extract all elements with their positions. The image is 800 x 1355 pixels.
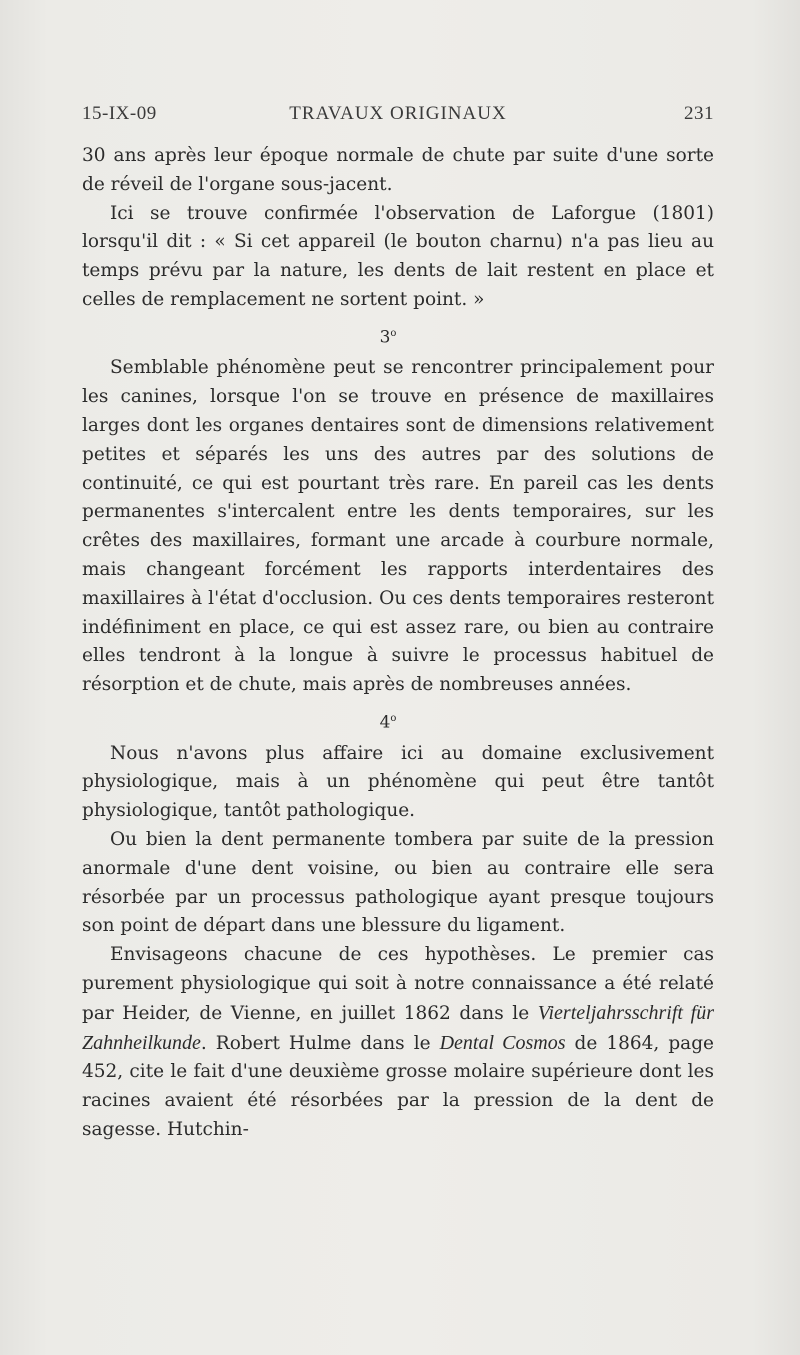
paragraph-6-part-a: Envisageons chacune de ces hypothèses. Le premier cas purement physiologique qui soit à notre connaissance a été relaté par Heider, de Vienne, en juillet 1862 dans le <box>82 944 714 1024</box>
journal-title-dental-cosmos: Dental Cosmos <box>439 1031 566 1054</box>
paragraph-6-part-c: de 1864, page 452, cite le fait d'une deuxième grosse molaire supérieure dont les racines avaient été résorbées par la pression de la dent de sagesse. Hutchin- <box>82 1032 714 1141</box>
page-number: 231 <box>684 103 714 124</box>
section-heading-3 <box>82 321 714 351</box>
paragraph-1: 30 ans après leur époque normale de chute par suite d'une sorte de réveil de l'organe sous-jacent. <box>82 145 714 195</box>
paragraph-6-part-b: . Robert Hulme dans le <box>200 1032 440 1054</box>
header-title: TRAVAUX ORIGINAUX <box>289 103 507 124</box>
section-4-number: 4 <box>379 712 391 733</box>
paragraph-4: Nous n'avons plus affaire ici au domaine exclusivement physiologique, mais à un phénomène qui peut être tantôt physiologique, tantôt pathologique. <box>82 742 714 822</box>
paragraph-2: Ici se trouve confirmée l'observation de Laforgue (1801) lorsqu'il dit : « Si cet appareil (le bouton charnu) n'a pas lieu au temps prévu par la nature, les dents de lait restent en place et celles de remplacement ne sortent point. » <box>82 202 714 310</box>
paragraph-3: Semblable phénomène peut se rencontrer principalement pour les canines, lorsque l'on se trouve en présence de maxillaires larges dont les organes dentaires sont de dimensions relativement petites et séparés les uns des autres par des solutions de continuité, ce qui est pourtant très rare. En pareil cas les dents permanentes s'intercalent entre les dents temporaires, sur les crêtes des maxillaires, formant une arcade à courbure normale, mais changeant forcément les rapports interdentaires des maxillaires à l'état d'occlusion. Ou ces dents temporaires resteront indéfiniment en place, ce qui est assez rare, ou bien au contraire elles tendront à la longue à suivre le processus habituel de résorption et de chute, mais après de nombreuses années. <box>82 357 714 696</box>
section-heading-4 <box>82 706 714 736</box>
header-date: 15-IX-09 <box>82 103 157 124</box>
paragraph-6 <box>82 941 714 1145</box>
section-3-degree: o <box>390 327 397 339</box>
running-head <box>82 103 714 127</box>
section-3-number: 3 <box>379 327 391 348</box>
section-4-degree: o <box>390 713 397 724</box>
body-text <box>82 142 714 1145</box>
paragraph-5: Ou bien la dent permanente tombera par suite de la pression anormale d'une dent voisine, ou bien au contraire elle sera résorbée par un processus pathologique ayant presque toujours son point de départ dans une blessure du ligament. <box>82 829 714 937</box>
journal-title-vierteljahrsschrift: Vierteljahrsschrift für Zahnheilkunde <box>82 1001 714 1054</box>
